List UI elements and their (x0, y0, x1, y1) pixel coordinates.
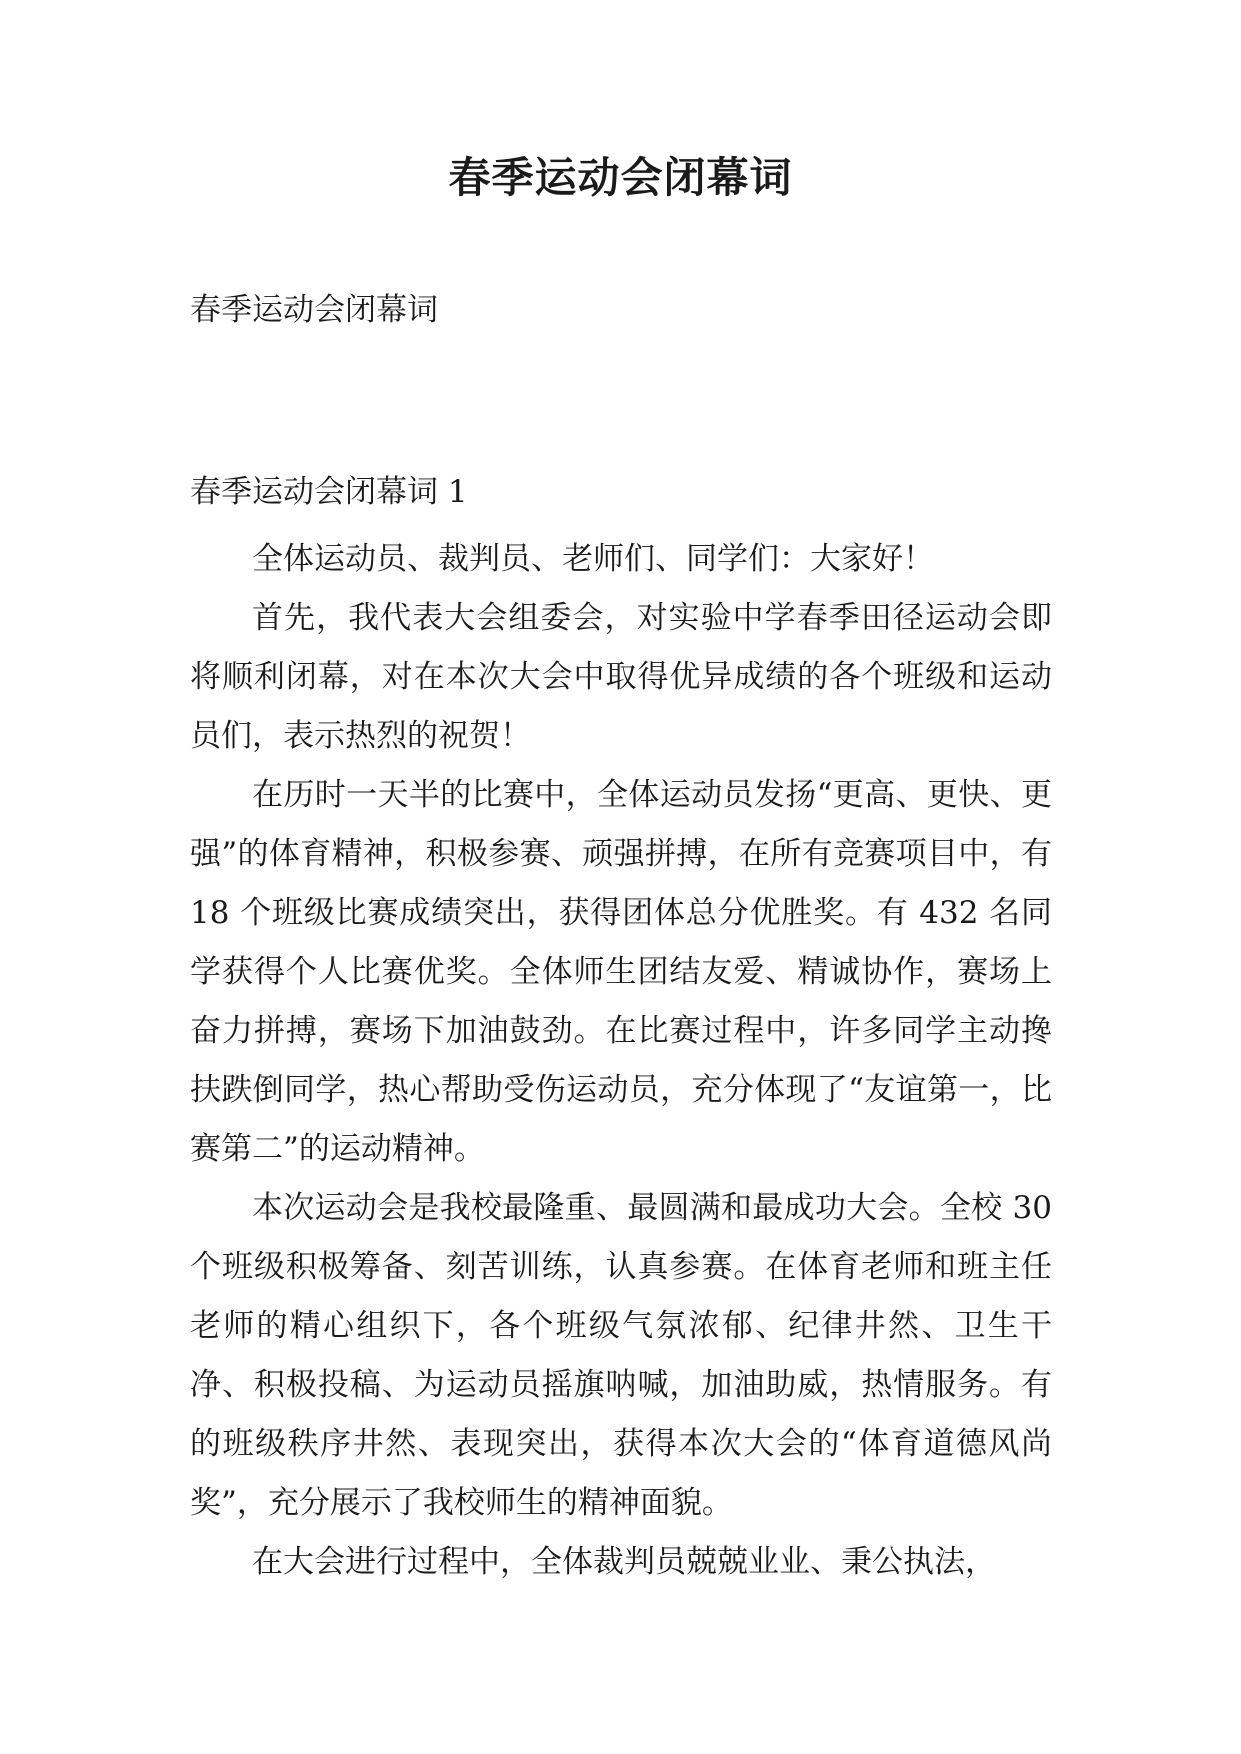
paragraph-greeting: 全体运动员、裁判员、老师们、同学们：大家好！ (252, 541, 934, 577)
paragraph-school: 本次运动会是我校最隆重、最圆满和最成功大会。全校 30 个班级积极筹备、刻苦训练，认真参赛。在体育老师和班主任老师的精心组织下，各个班级气氛浓郁、纪律井然、卫生干净、积极投稿、为运动员摇旗呐喊，加油助威，热情服务。有的班级秩序井然、表现突出，获得本次大会的“体育道德风尚奖”，充分展示了我校师生的精神面貌。 (190, 1190, 1052, 1521)
document-title: 春季运动会闭幕词 (448, 153, 793, 202)
document-subtitle: 春季运动会闭幕词 (190, 292, 438, 328)
body-text (190, 530, 1052, 1592)
paragraph-competition: 在历时一天半的比赛中，全体运动员发扬“更高、更快、更强”的体育精神，积极参赛、顽强拼搏，在所有竞赛项目中，有 18 个班级比赛成绩突出，获得团体总分优胜奖。有 432 名同学获得个人比赛优奖。全体师生团结友爱、精诚协作，赛场上奋力拼搏，赛场下加油鼓劲。在比赛过程中，许多同学主动搀扶跌倒同学，热心帮助受伤运动员，充分体现了“友谊第一，比赛第二”的运动精神。 (190, 777, 1052, 1167)
paragraph-congratulations: 首先，我代表大会组委会，对实验中学春季田径运动会即将顺利闭幕，对在本次大会中取得优异成绩的各个班级和运动员们，表示热烈的祝贺！ (190, 600, 1052, 754)
section-heading: 春季运动会闭幕词 1 (190, 474, 468, 510)
paragraph-referees: 在大会进行过程中，全体裁判员兢兢业业、秉公执法， (252, 1544, 996, 1580)
